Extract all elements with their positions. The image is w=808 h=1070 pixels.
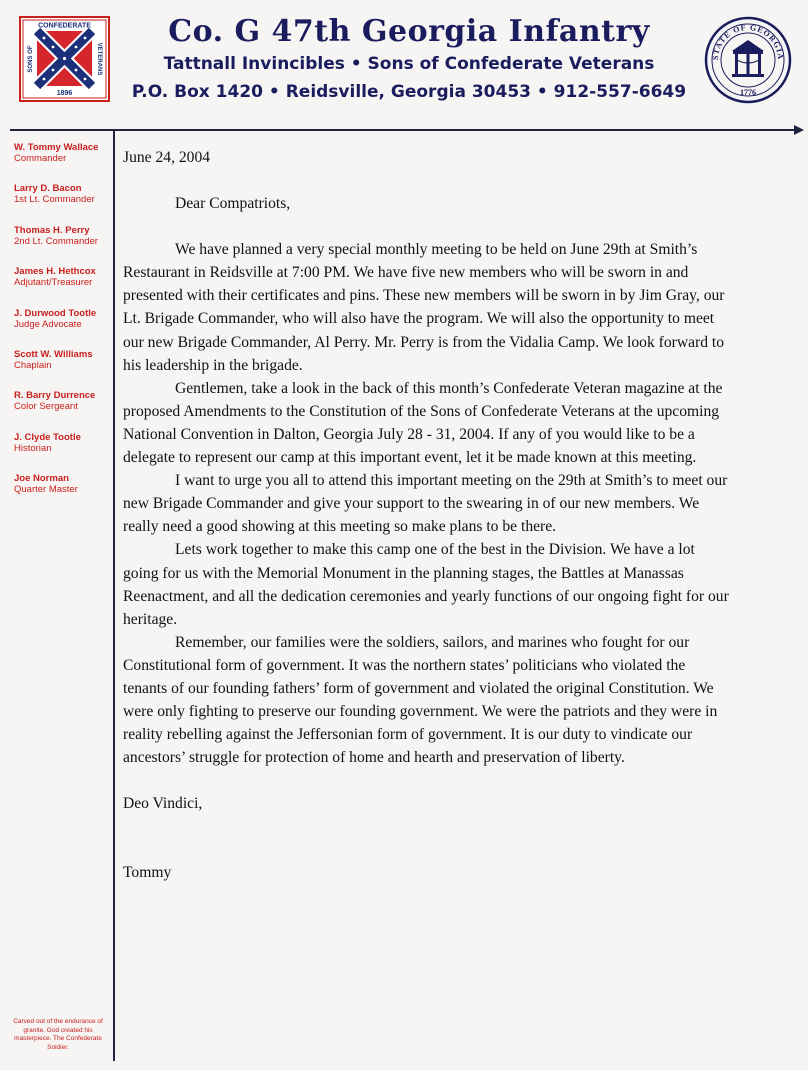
officer-adjutant-treasurer [14,266,114,307]
officer-judge-advocate [14,308,114,349]
letterhead-address: P.O. Box 1420 • Reidsville, Georgia 30453 • 912-557-6649 [131,82,687,102]
officer-name: J. Durwood Tootle [14,307,97,319]
header-rule [10,129,797,131]
letter-paragraph: Lets work together to make this camp one of the best in the Division. We have a lot going for us with the Memorial Monument in the planning stages, the Battles at Manassas Reenactment, and all the dedication ceremonies and yearly functions of our ongoing fight for our heritage. [123,541,729,628]
officer-name: J. Clyde Tootle [14,431,81,443]
letter-paragraphs [123,238,733,769]
officer-name: R. Barry Durrence [14,390,96,402]
letter-paragraph: Remember, our families were the soldiers, sailors, and marines who fought for our Constitutional form of government. It was the northern states’ politicians who violated the tenants of our founding fathers’ form of government and violated the original Constitution. We were only fighting to preserve our founding government. We were the patriots and they were in reality rebelling against the Jeffersonian form of government. It is our duty to vindicate our ancestors’ struggle for protection of home and hearth and preservation of liberty. [123,633,718,767]
logo-right-text: VETERANS [96,42,102,76]
officer-title: Chaplain [14,359,52,371]
officer-1st-lt-commander [14,183,114,224]
officer-historian [14,432,114,473]
header-rule-arrow [794,125,804,135]
logo-left-text: SONS OF [28,45,34,73]
letter-paragraph: Gentlemen, take a look in the back of this month’s Confederate Veteran magazine at the proposed Amendments to the Constitution of the Sons of Confederate Veterans at the upcoming National Convention in Dalton, Georgia July 28 - 31, 2004. If any of you would like to be a delegate to represent our camp at this important event, let it be made known at this meeting. [123,379,723,467]
officer-name: Thomas H. Perry [14,224,90,236]
letterhead-subtitle: Tattnall Invincibles • Sons of Confederate Veterans [163,54,655,74]
officer-color-sergeant [14,390,114,431]
letter-body [123,146,733,885]
officer-title: Color Sergeant [14,401,78,413]
officer-name: Larry D. Bacon [14,183,82,195]
officer-name: Joe Norman [14,473,69,485]
officer-title: Commander [14,153,67,164]
officer-commander [14,142,114,183]
officer-title: Historian [14,442,52,454]
logo-top-text: CONFEDERATE [38,22,91,30]
letter-paragraph: We have planned a very special monthly meeting to be held on June 29th at Smith’s Restaurant in Reidsville at 7:00 PM. We have five new members who will be sworn in and presented with their certificates and pins. These new members will be sworn in by Jim Gray, our Lt. Brigade Commander, who will also have the program. We will also the opportunity to meet our new Brigade Commander, Al Perry. Mr. Perry is from the Vidalia Camp. We look forward to his leadership in the brigade. [123,241,725,374]
letterhead-title: Co. G 47th Georgia Infantry [168,14,650,49]
georgia-seal-icon [704,16,792,104]
sidebar-quote: Carved out of the endurance of granite. God created his masterpiece. The Confederate Soldier. [13,1018,103,1051]
officer-title: Quarter Master [14,484,78,496]
officer-title: 2nd Lt. Commander [14,235,98,247]
officer-quarter-master [14,473,114,514]
letter-paragraph: I want to urge you all to attend this important meeting on the 29th at Smith’s to meet our new Brigade Commander and give your support to the swearing in of our new members. We really need a good showing at this meeting so make plans to be there. [123,472,728,536]
letter-salutation: Dear Compatriots, [175,195,291,213]
seal-text: STATE OF GEORGIA [710,22,786,61]
letter-date: June 24, 2004 [123,149,211,166]
officer-chaplain [14,349,114,390]
officer-name: Scott W. Williams [14,348,93,360]
letter-signature: Tommy [123,864,172,882]
officer-title: Adjutant/Treasurer [14,277,93,289]
officer-2nd-lt-commander [14,225,114,266]
officer-name: W. Tommy Wallace [14,142,99,153]
seal-year: 1776 [740,88,756,97]
officer-title: 1st Lt. Commander [14,194,95,206]
letter-closing: Deo Vindici, [123,795,203,813]
officer-title: Judge Advocate [14,318,82,330]
officer-list [14,142,114,515]
officer-name: James H. Hethcox [14,266,96,278]
logo-year: 1896 [56,90,73,97]
